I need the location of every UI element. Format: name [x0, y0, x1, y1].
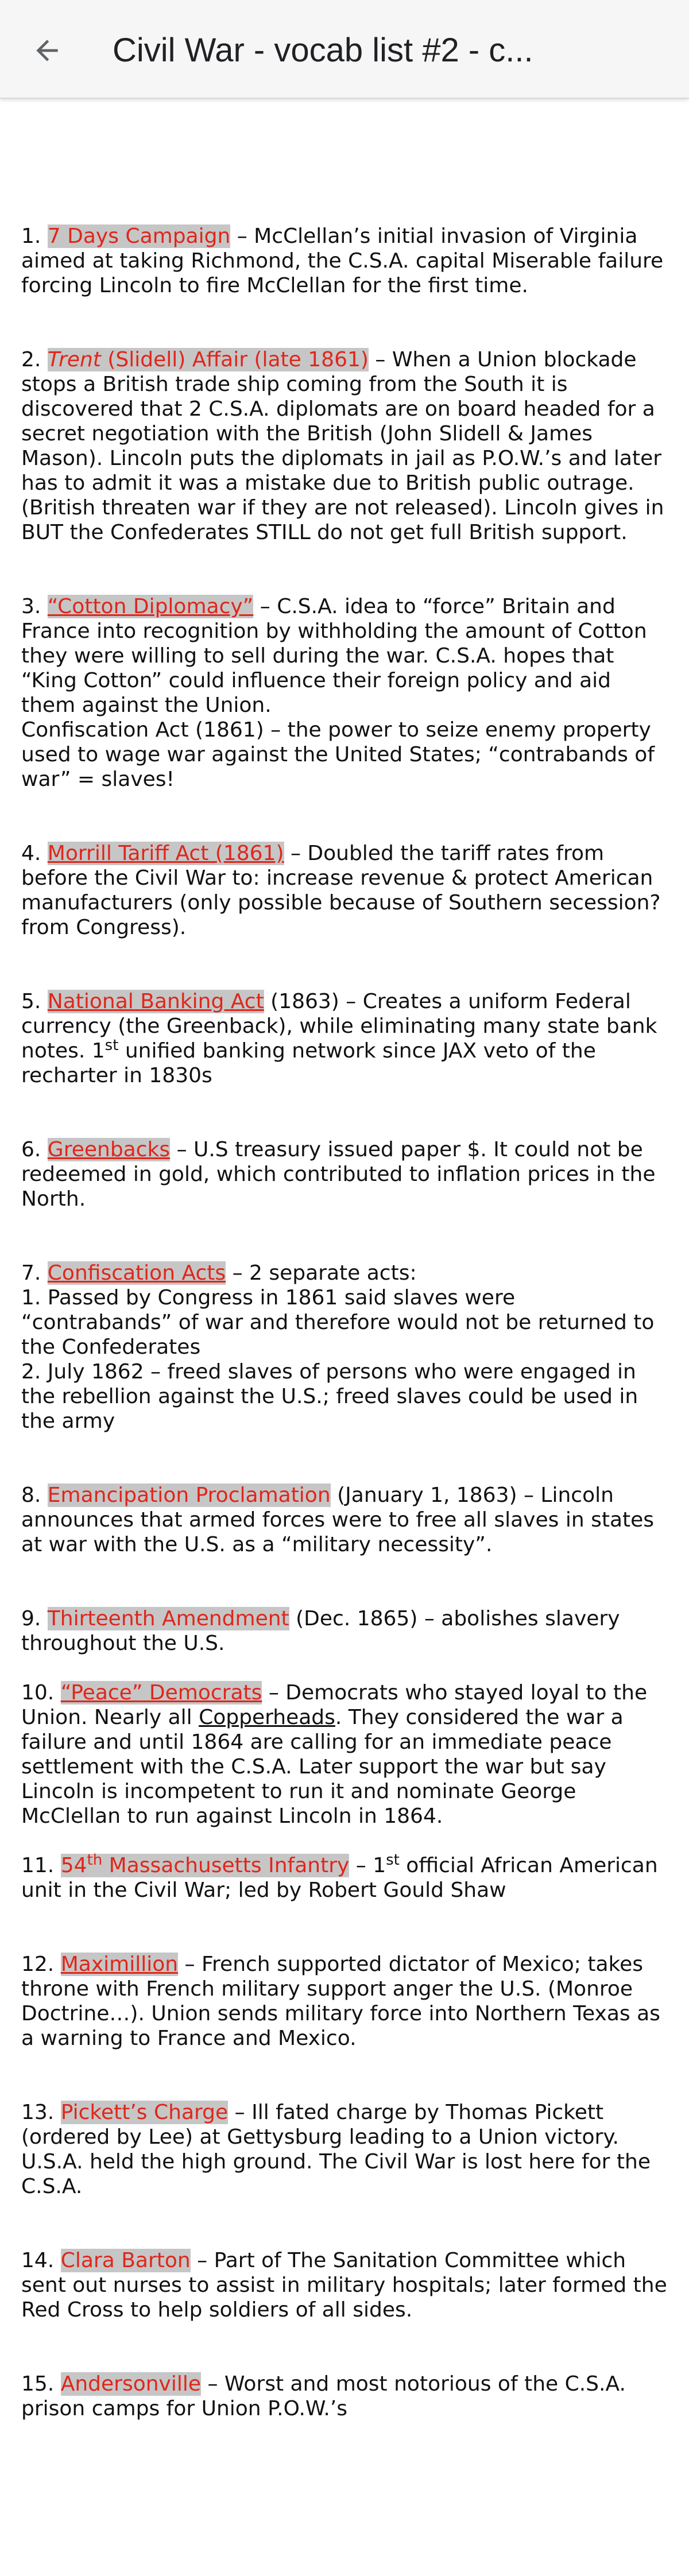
entry-definition: – Worst and most notorious of the C.S.A. prison camps for Union P.O.W.’s	[21, 2372, 626, 2420]
document-body	[21, 224, 670, 2421]
vocab-entry-2	[21, 347, 670, 545]
entry-definition: – 2 separate acts:	[226, 1261, 417, 1285]
entry-definition-cont: unified banking network since JAX veto of the recharter in 1830s	[21, 1039, 596, 1087]
vocab-entry-1	[21, 224, 670, 298]
entry-definition-cont: . They considered the war a failure and until 1864 are calling for an immediate peace settlement with the C.S.A. Later support the war but say Lincoln is incompetent to run it and nominate George McClellan to run against Lincoln in 1864.	[21, 1706, 624, 1828]
entry-definition: – Part of The Sanitation Committee which sent out nurses to assist in military hospitals; later formed the Red Cross to help soldiers of all sides.	[21, 2249, 667, 2322]
entry-definition: – When a Union blockade stops a British trade ship coming from the South it is discovered that 2 C.S.A. diplomats are on board headed for a secret negotiation with the British (John Slidell & James Mason). Lincoln puts the diplomats in jail as P.O.W.’s and later has to admit it was a mistake due to British public outrage. (British threaten war if they are not released). Lincoln gives in BUT the Confederates STILL do not get full British support.	[21, 348, 664, 544]
vocab-entry-7	[21, 1261, 670, 1434]
entry-definition: – C.S.A. idea to “force” Britain and France into recognition by withholding the amount of Cotton they were willing to sell during the war. C.S.A. hopes that “King Cotton” could influence their foreign policy and aid them against the Union.	[21, 595, 647, 717]
entry-number: 11.	[21, 1854, 61, 1877]
entry-number: 2.	[21, 348, 48, 371]
vocab-term: Emancipation Proclamation	[47, 1483, 331, 1507]
entry-number: 4.	[21, 842, 48, 865]
vocab-entry-10	[21, 1680, 670, 1829]
entry-extra-definition: Confiscation Act (1861) – the power to seize enemy property used to wage war against the United States; “contrabands of war” = slaves!	[21, 718, 655, 791]
entry-sub-item-2: 2. July 1862 – freed slaves of persons who were engaged in the rebellion against the U.S.; freed slaves could be used in the army	[21, 1360, 638, 1433]
vocab-term-link[interactable]: National Banking Act	[47, 990, 264, 1013]
entry-sub-item-1: 1. Passed by Congress in 1861 said slaves were “contrabands” of war and therefore would not be returned to the Confederates	[21, 1286, 655, 1359]
vocab-entry-5	[21, 989, 670, 1088]
underlined-term: Copperheads	[199, 1706, 335, 1729]
entry-definition: – Doubled the tariff rates from before the Civil War to: increase revenue & protect American manufacturers (only possible because of Southern secession? from Congress).	[21, 842, 661, 939]
vocab-term	[60, 1851, 350, 1877]
vocab-term-link[interactable]: “Peace” Democrats	[60, 1681, 262, 1705]
vocab-entry-12	[21, 1952, 670, 2051]
vocab-entry-15	[21, 2372, 670, 2421]
entry-definition: – French supported dictator of Mexico; takes throne with French military support anger the U.S. (Monroe Doctrine…). Union sends military force into Northern Texas as a warning to France and Mexico.	[21, 1953, 660, 2050]
entry-number: 3.	[21, 595, 48, 618]
arrow-left-icon	[31, 34, 63, 67]
document-title: Civil War - vocab list #2 - c...	[113, 32, 533, 69]
entry-number: 8.	[21, 1483, 48, 1507]
vocab-entry-11	[21, 1853, 670, 1903]
entry-number: 5.	[21, 990, 48, 1013]
vocab-term-link[interactable]: Greenbacks	[47, 1138, 171, 1161]
entry-number: 7.	[21, 1261, 48, 1285]
entry-number: 15.	[21, 2372, 61, 2396]
vocab-term: 7 Days Campaign	[47, 224, 231, 248]
vocab-term-link[interactable]: Morrill Tariff Act (1861)	[47, 842, 284, 865]
vocab-entry-8	[21, 1483, 670, 1557]
superscript: st	[386, 1851, 400, 1869]
entry-number: 1.	[21, 224, 48, 248]
vocab-term-part: 54	[60, 1854, 87, 1877]
vocab-term-italic: Trent	[47, 348, 101, 371]
entry-number: 6.	[21, 1138, 48, 1161]
entry-definition: – Democrats who stayed loyal to the Union. Nearly all	[21, 1681, 648, 1729]
vocab-term-link[interactable]: Maximillion	[60, 1953, 179, 1976]
vocab-entry-9	[21, 1606, 670, 1656]
entry-definition: – U.S treasury issued paper $. It could not be redeemed in gold, which contributed to inflation prices in the North.	[21, 1138, 656, 1211]
vocab-term-link[interactable]: “Cotton Diplomacy”	[47, 595, 254, 618]
vocab-term-link[interactable]: Confiscation Acts	[47, 1261, 226, 1285]
entry-definition-cont: official African American unit in the Civil War; led by Robert Gould Shaw	[21, 1854, 658, 1902]
superscript: th	[87, 1851, 103, 1869]
entry-number: 9.	[21, 1607, 48, 1630]
entry-number: 10.	[21, 1681, 61, 1705]
entry-number: 14.	[21, 2249, 61, 2272]
vocab-term: Thirteenth Amendment	[47, 1607, 289, 1630]
back-button[interactable]	[23, 26, 71, 75]
entry-definition: (January 1, 1863) – Lincoln announces that armed forces were to free all slaves in states at war with the U.S. as a “military necessity”.	[21, 1483, 655, 1556]
entry-number: 13.	[21, 2101, 61, 2124]
vocab-term: Pickett’s Charge	[60, 2101, 229, 2124]
superscript: st	[104, 1037, 119, 1054]
entry-definition: – Ill fated charge by Thomas Pickett (ordered by Lee) at Gettysburg leading to a Union victory. U.S.A. held the high ground. The Civil War is lost here for the C.S.A.	[21, 2101, 651, 2198]
app-bar	[0, 0, 689, 99]
vocab-term: Andersonville	[60, 2372, 202, 2396]
vocab-entry-14	[21, 2248, 670, 2322]
entry-definition: – McClellan’s initial invasion of Virginia aimed at taking Richmond, the C.S.A. capital Miserable failure forcing Lincoln to fire McClellan for the first time.	[21, 224, 664, 297]
vocab-entry-13	[21, 2100, 670, 2199]
vocab-term-rest: Massachusetts Infantry	[102, 1854, 350, 1877]
entry-definition: (Dec. 1865) – abolishes slavery throughout the U.S.	[21, 1607, 620, 1655]
entry-definition: – 1	[349, 1854, 386, 1877]
entry-number: 12.	[21, 1953, 61, 1976]
vocab-term: Clara Barton	[60, 2249, 191, 2272]
entry-definition: (1863) – Creates a uniform Federal currency (the Greenback), while eliminating many state bank notes. 1	[21, 990, 657, 1063]
vocab-term-rest: (Slidell) Affair (late 1861)	[100, 348, 369, 371]
vocab-entry-4	[21, 841, 670, 940]
vocab-term	[48, 348, 369, 371]
vocab-entry-3	[21, 594, 670, 792]
vocab-entry-6	[21, 1137, 670, 1211]
